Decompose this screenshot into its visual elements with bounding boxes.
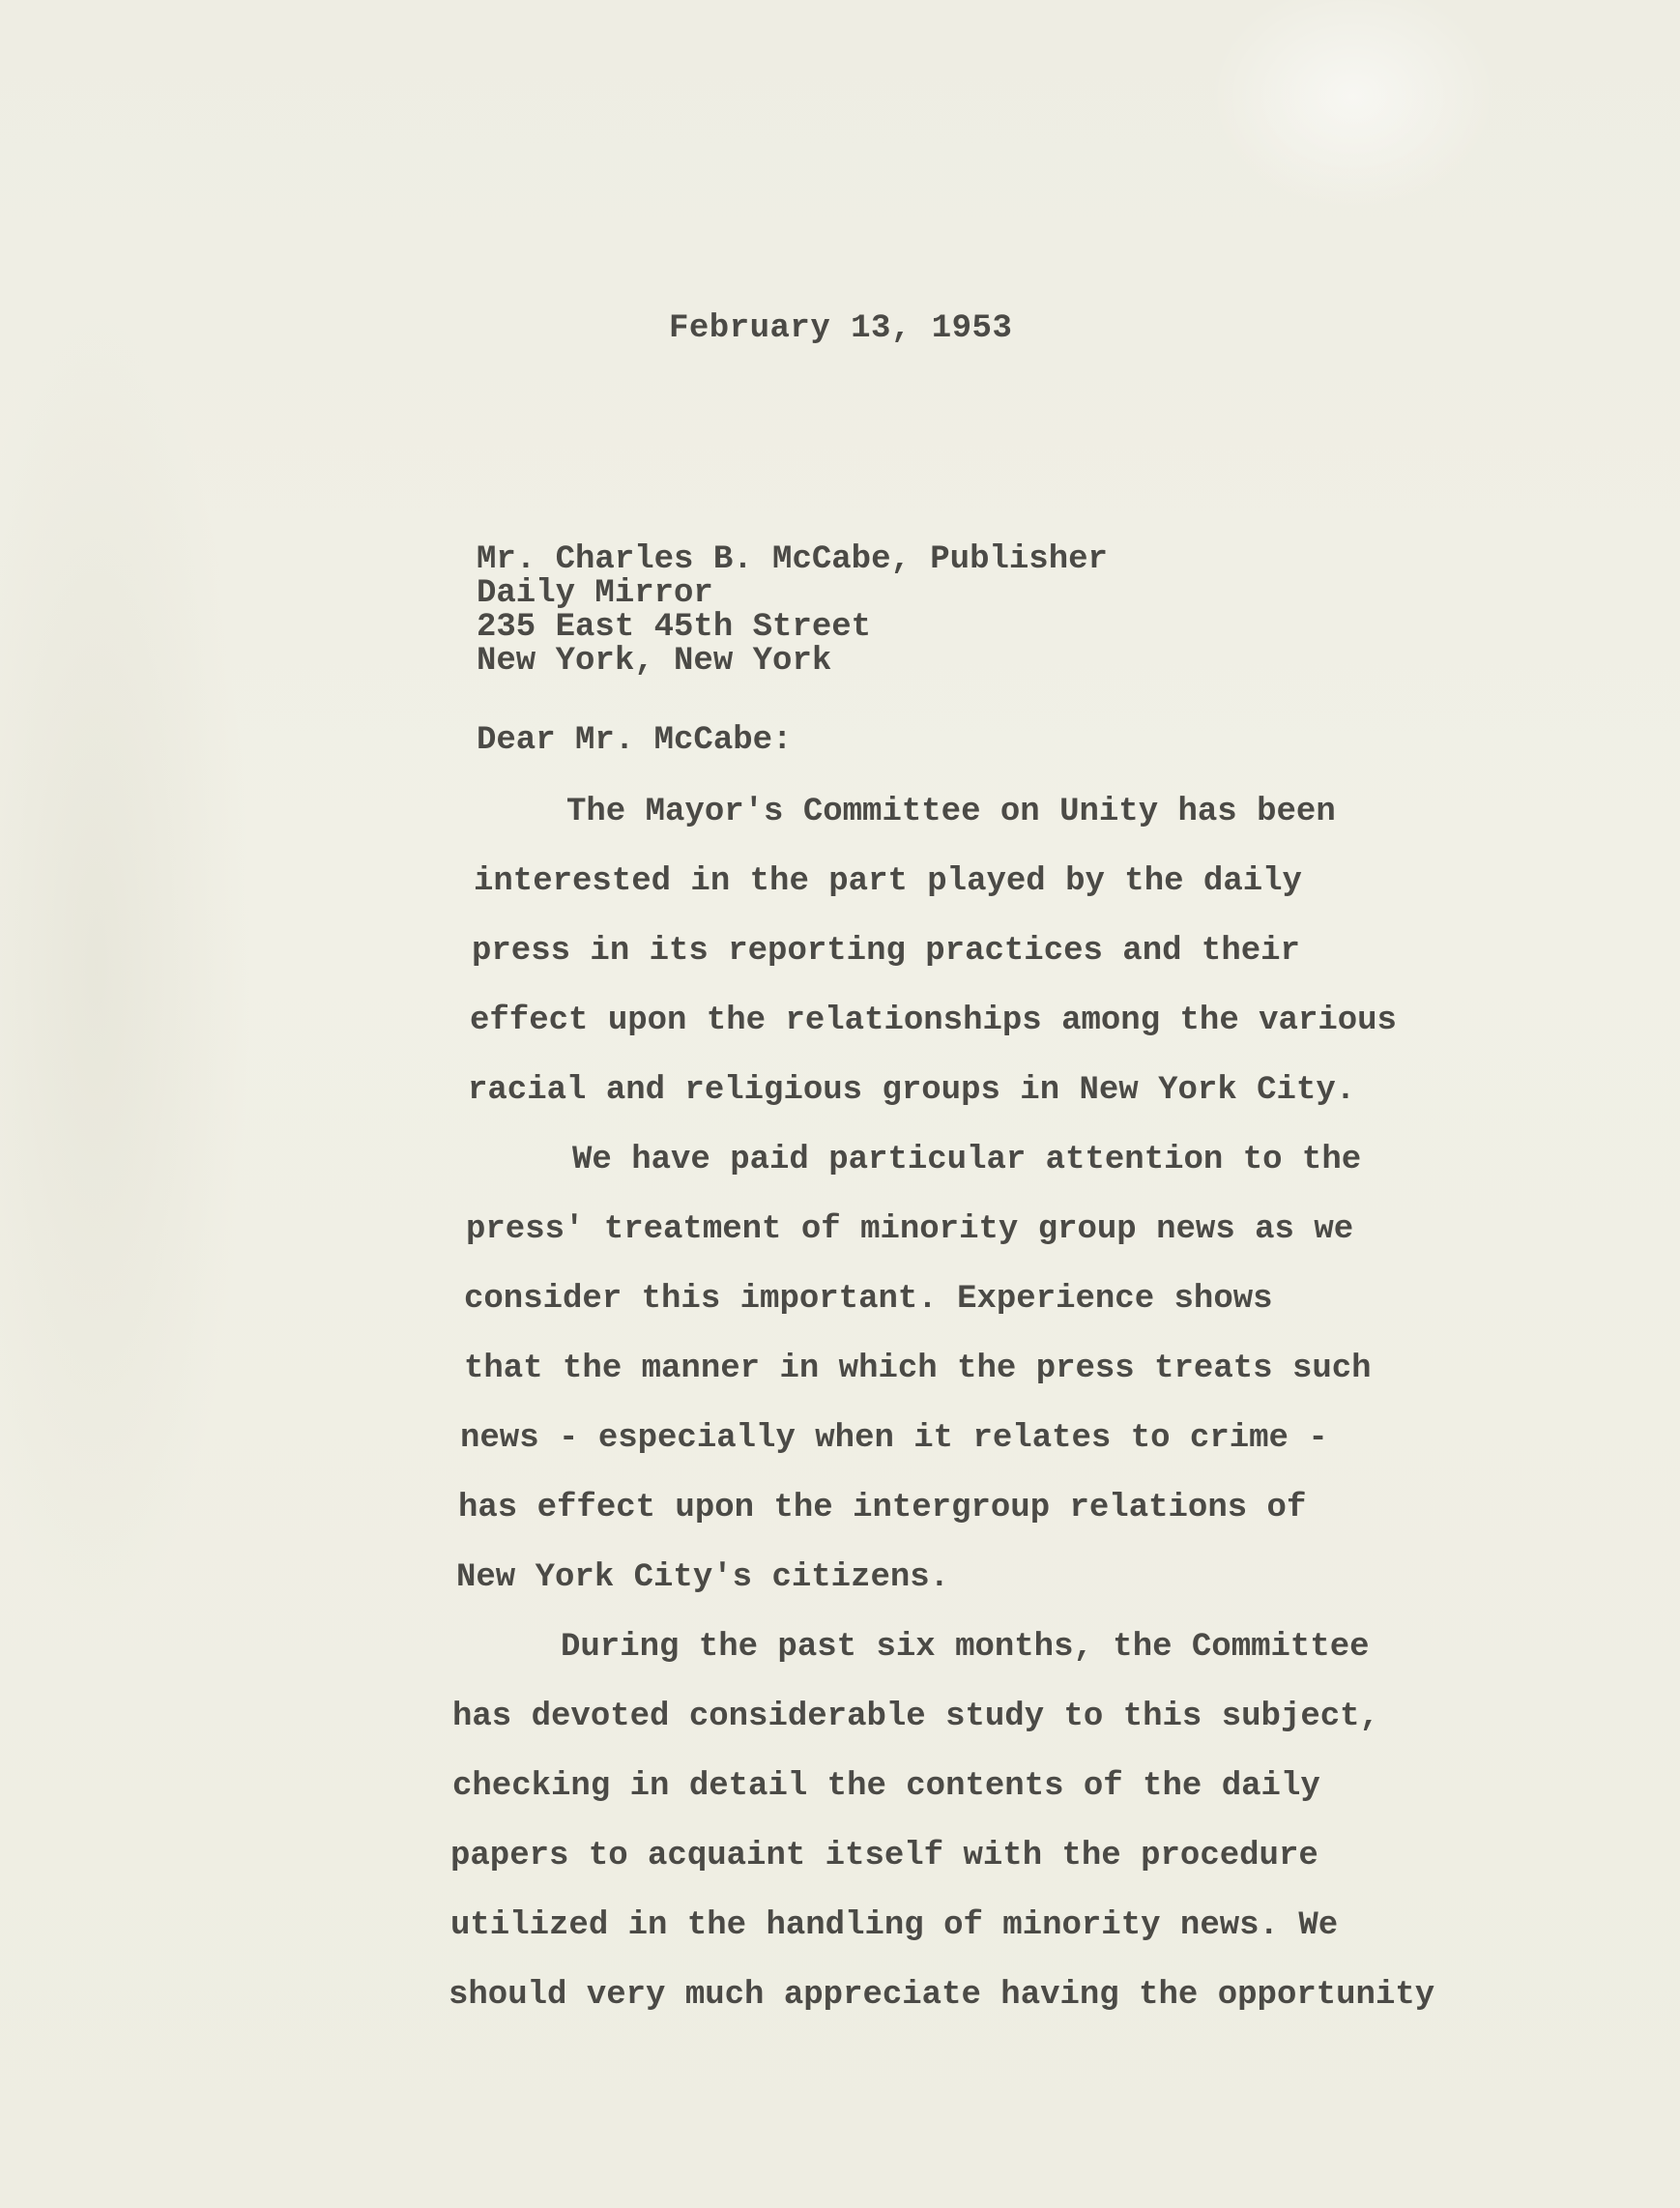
body-line: The Mayor's Committee on Unity has been [566,794,1336,830]
recipient-address [477,543,1108,679]
body-line: that the manner in which the press treats such [464,1351,1372,1387]
body-line: consider this important. Experience shows [464,1281,1273,1318]
paper-stain [0,290,251,1643]
recipient-name-line: Mr. Charles B. McCabe, Publisher [477,541,1108,578]
recipient-city-line: New York, New York [477,643,832,680]
recipient-street-line: 235 East 45th Street [477,609,872,646]
body-line: press' treatment of minority group news as we [466,1211,1354,1248]
body-line: has devoted considerable study to this subject, [452,1699,1379,1735]
body-line: papers to acquaint itself with the procedure [450,1838,1318,1874]
body-line: racial and religious groups in New York City. [468,1072,1356,1109]
body-line: effect upon the relationships among the various [470,1002,1397,1039]
body-line: During the past six months, the Committee [561,1629,1370,1666]
body-line: checking in detail the contents of the daily [452,1768,1320,1805]
body-line: news - especially when it relates to crime - [460,1420,1328,1457]
body-line: New York City's citizens. [456,1559,950,1596]
body-line: We have paid particular attention to the [572,1142,1362,1178]
recipient-organization-line: Daily Mirror [477,575,713,612]
paper-highlight [1208,0,1498,213]
body-line: should very much appreciate having the opportunity [449,1977,1435,2014]
body-line: utilized in the handling of minority news. We [450,1907,1339,1944]
body-line: press in its reporting practices and their [472,933,1300,970]
letter-date: February 13, 1953 [669,310,1013,347]
salutation: Dear Mr. McCabe: [477,722,793,759]
letter-body [449,777,1435,2030]
body-line: has effect upon the intergroup relations of [458,1490,1307,1526]
body-line: interested in the part played by the daily [474,863,1302,900]
